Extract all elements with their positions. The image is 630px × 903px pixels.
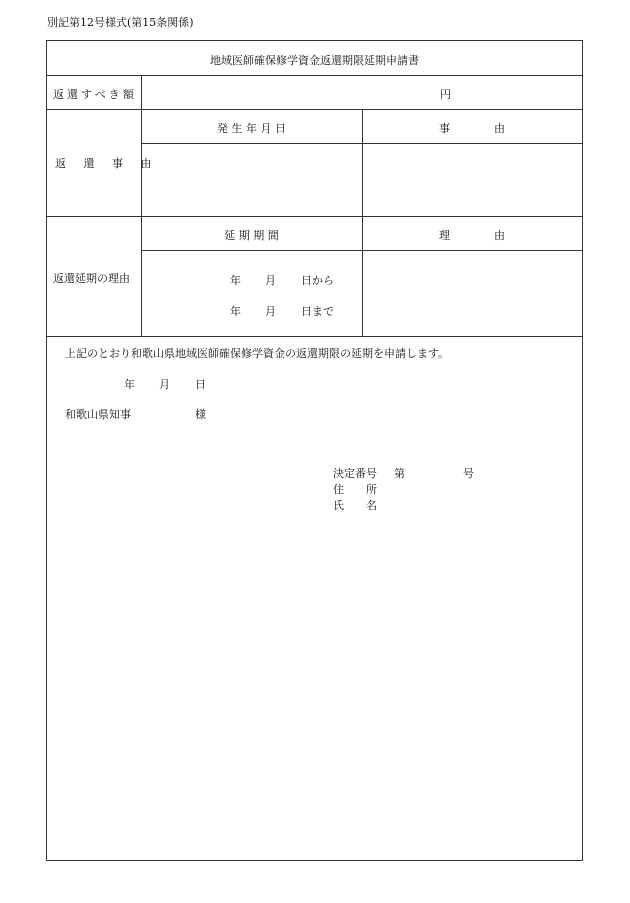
date-day: 日 [195, 378, 206, 391]
amount-label: 返還すべき額 [53, 88, 137, 101]
from-day: 日から [301, 274, 334, 287]
addressee: 和歌山県知事 [65, 408, 131, 421]
from-year: 年 [230, 274, 241, 287]
rule-reason [47, 216, 582, 217]
col-reason: 事 由 [439, 122, 505, 135]
col-extension-reason: 理 由 [439, 229, 505, 242]
amount-unit: 円 [440, 88, 451, 101]
rule-extension [47, 336, 582, 337]
honorific: 様 [195, 408, 206, 421]
rule-title [47, 75, 582, 76]
application-form [46, 40, 583, 861]
to-year: 年 [230, 305, 241, 318]
col-extension-period: 延 期 期 間 [224, 229, 279, 242]
col-occurrence-date: 発 生 年 月 日 [217, 122, 286, 135]
date-year: 年 [124, 378, 135, 391]
address-label: 住 所 [333, 483, 377, 496]
decision-number-prefix: 第 [394, 467, 405, 480]
name-label: 氏 名 [333, 499, 377, 512]
extension-label: 返還延期の理由 [53, 272, 130, 285]
from-month: 月 [265, 274, 276, 287]
date-month: 月 [159, 378, 170, 391]
reason-label: 返 還 事 由 [55, 157, 152, 170]
decision-number-label: 決定番号 [333, 467, 377, 480]
rule-label-column [141, 75, 142, 336]
rule-amount [47, 109, 582, 110]
to-month: 月 [265, 305, 276, 318]
decision-number-suffix: 号 [463, 467, 474, 480]
to-day: 日まで [301, 305, 334, 318]
form-reference: 別記第12号様式(第15条関係) [47, 16, 194, 29]
form-title: 地域医師確保修学資金返還期限延期申請書 [210, 54, 419, 67]
declaration-statement: 上記のとおり和歌山県地域医師確保修学資金の返還期限の延期を申請します。 [65, 347, 450, 360]
